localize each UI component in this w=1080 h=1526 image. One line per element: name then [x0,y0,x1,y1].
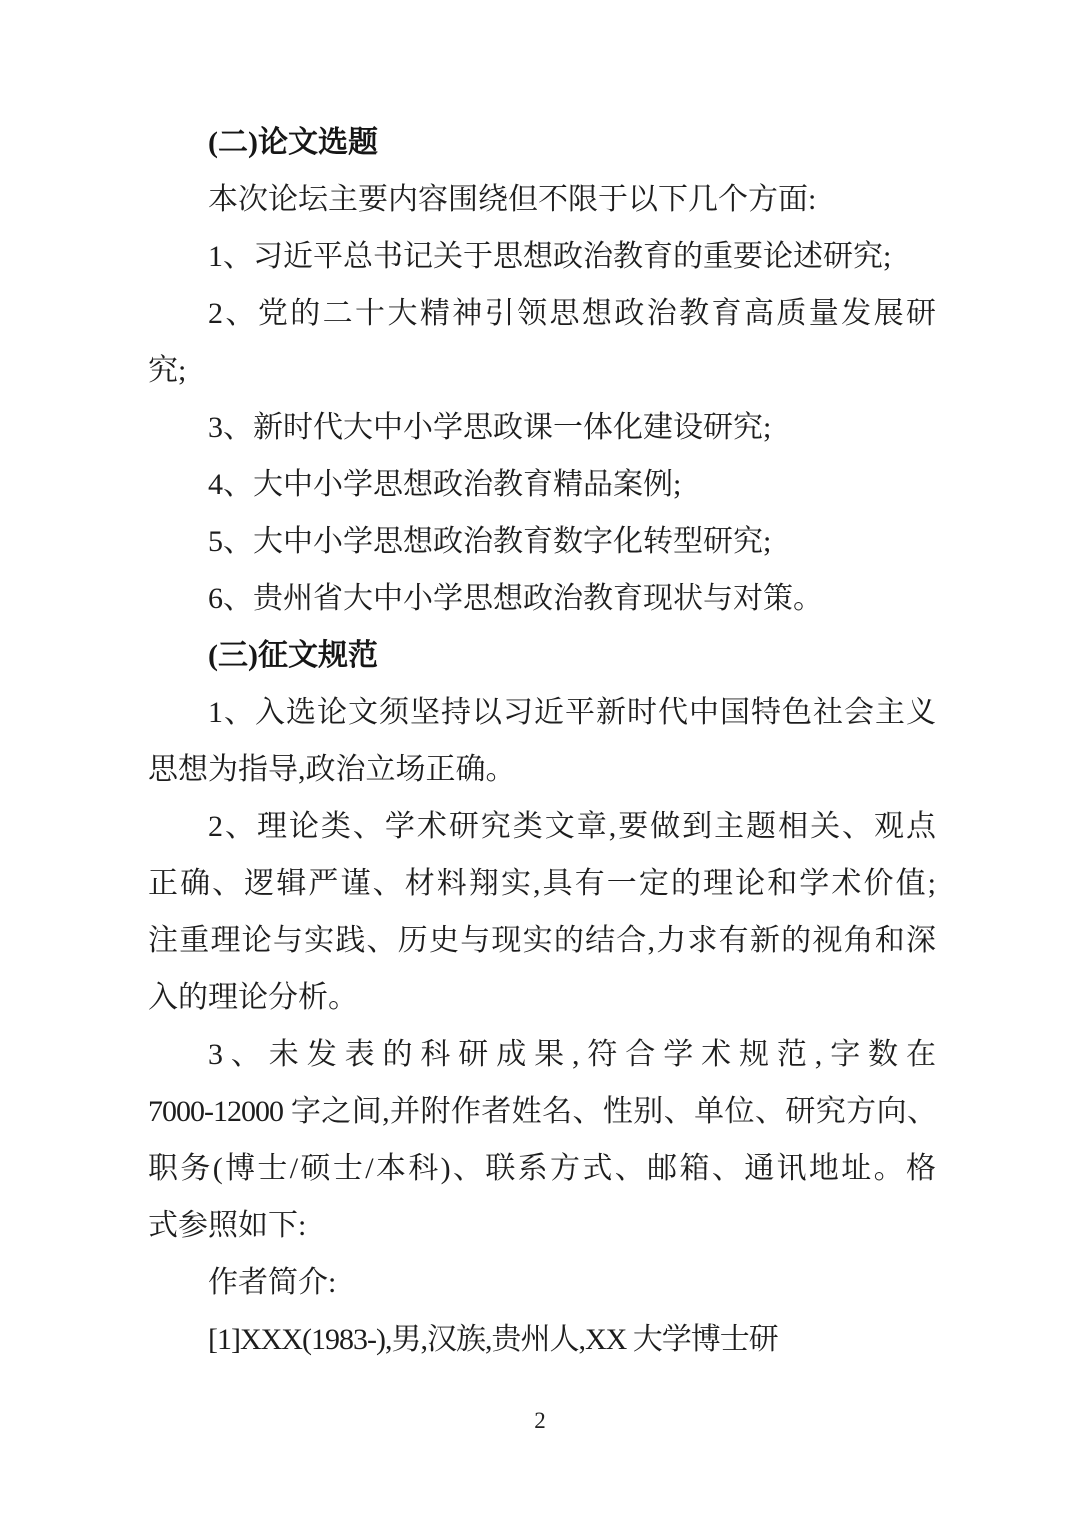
text-line: 作者简介: [208,1266,337,1299]
section-heading-3: (三)征文规范 [208,639,378,672]
text-line: [1]XXX(1983-),男,汉族,贵州人,XX 大学博士研 [208,1323,778,1356]
text-line: 6、贵州省大中小学思想政治教育现状与对策。 [208,582,823,615]
text-line: 4、大中小学思想政治教育精品案例; [208,468,682,501]
text-line: 思想为指导,政治立场正确。 [148,753,516,786]
text-line: 正确、逻辑严谨、材料翔实,具有一定的理论和学术价值; [148,867,936,900]
text-line: 注重理论与实践、历史与现实的结合,力求有新的视角和深 [148,924,936,957]
text-line: 3、新时代大中小学思政课一体化建设研究; [208,411,772,444]
document-body [148,114,936,1368]
text-line: 5、大中小学思想政治教育数字化转型研究; [208,525,772,558]
text-line: 2、党的二十大精神引领思想政治教育高质量发展研 [208,297,936,330]
text-line: 3、未发表的科研成果,符合学术规范,字数在 [208,1038,936,1071]
text-line: 究; [148,354,187,387]
text-line: 职务(博士/硕士/本科)、联系方式、邮箱、通讯地址。格 [148,1152,936,1185]
text-line: 1、习近平总书记关于思想政治教育的重要论述研究; [208,240,892,273]
text-line: 本次论坛主要内容围绕但不限于以下几个方面: [208,183,817,216]
text-line: 式参照如下: [148,1209,307,1242]
text-line: 2、理论类、学术研究类文章,要做到主题相关、观点 [208,810,936,843]
page-number: 2 [534,1408,546,1433]
section-heading-2: (二)论文选题 [208,126,378,159]
text-line: 入的理论分析。 [148,981,358,1014]
text-line: 1、入选论文须坚持以习近平新时代中国特色社会主义 [208,696,936,729]
text-line: 7000-12000 字之间,并附作者姓名、性别、单位、研究方向、 [148,1095,936,1128]
